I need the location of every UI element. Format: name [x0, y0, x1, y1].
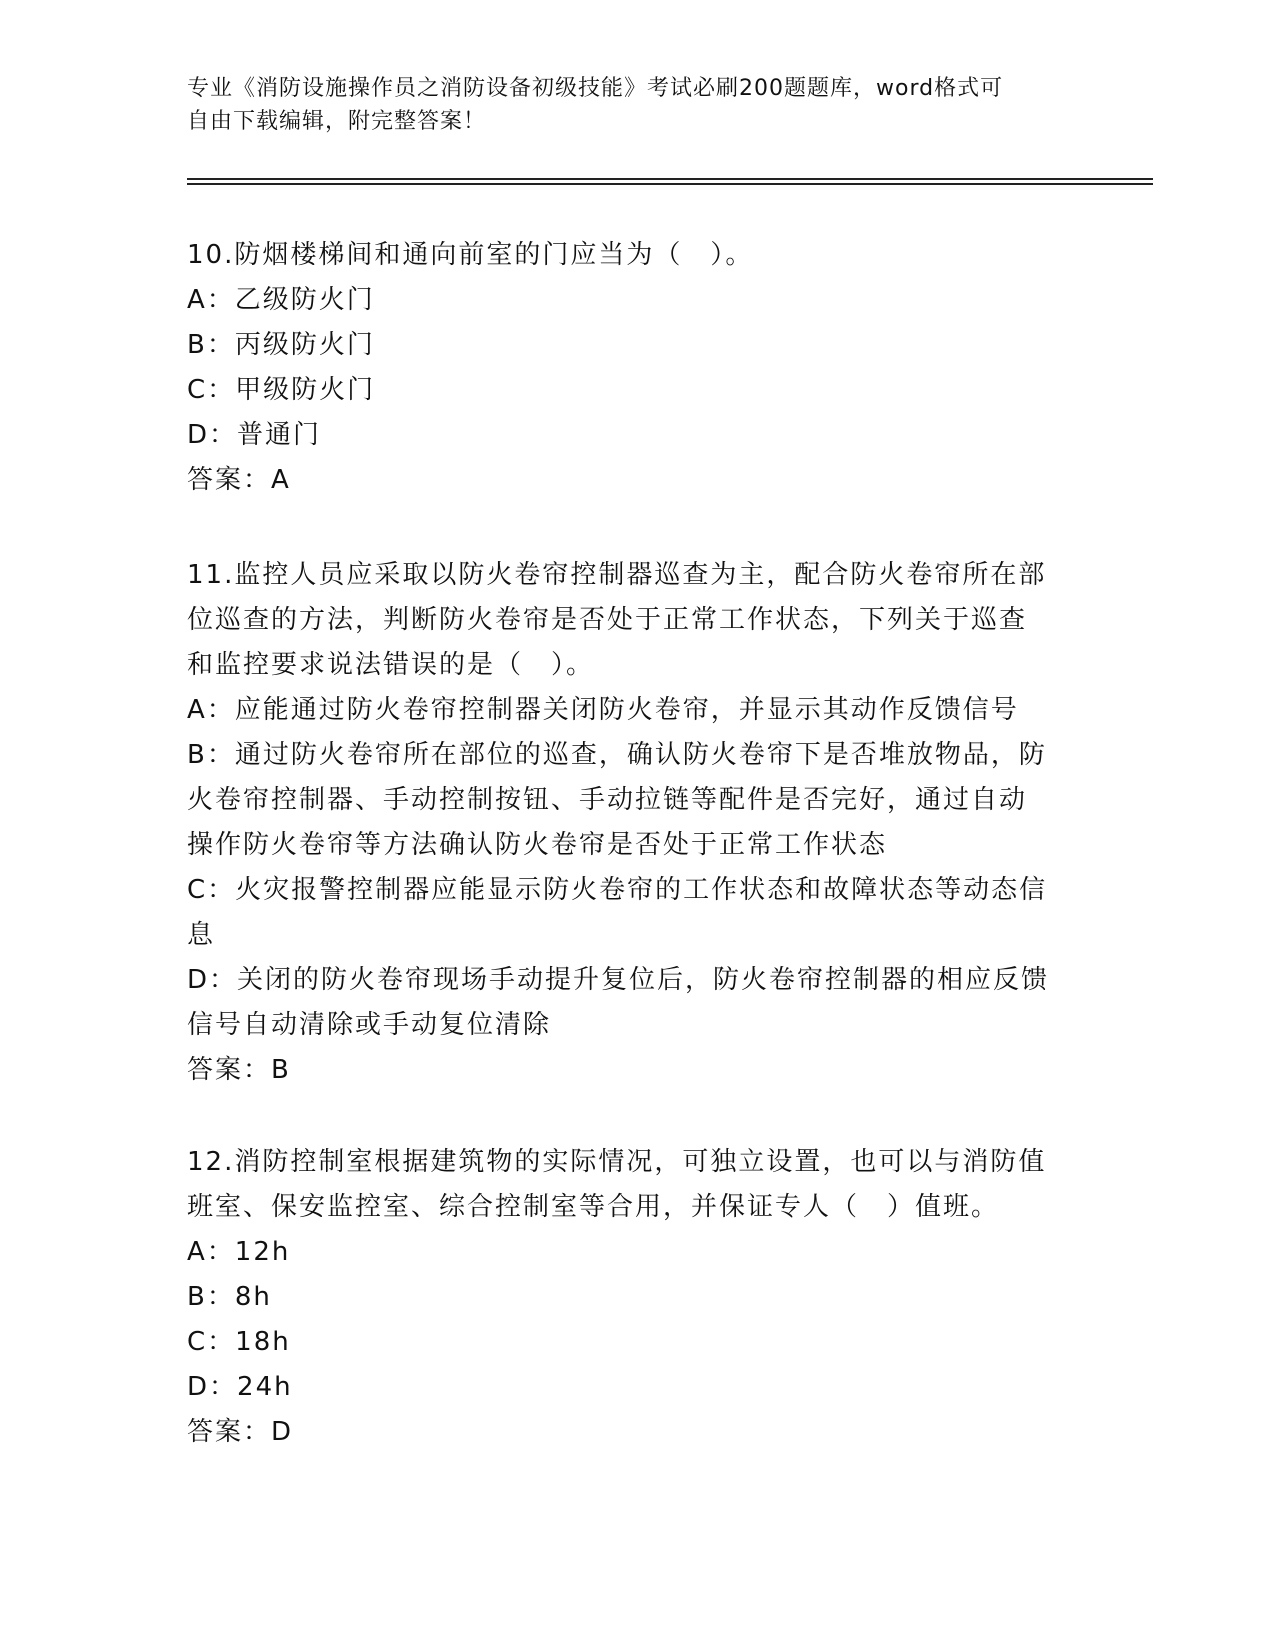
option-b-line-3: 操作防火卷帘等方法确认防火卷帘是否处于正常工作状态 [187, 830, 888, 860]
option-d-line-2: 信号自动清除或手动复位清除 [187, 1010, 552, 1040]
question-stem-line-2: 班室、保安监控室、综合控制室等合用，并保证专人（ ）值班。 [187, 1192, 1000, 1222]
option-d: D：24h [187, 1372, 293, 1402]
question-12 [187, 1140, 1087, 1455]
option-d: D：普通门 [187, 420, 322, 450]
header-divider-bottom [187, 183, 1153, 185]
header-line-2: 自由下载编辑，附完整答案！ [187, 109, 487, 134]
question-stem-line-3: 和监控要求说法错误的是（ ）。 [187, 650, 595, 680]
option-c-line-1: C：火灾报警控制器应能显示防火卷帘的工作状态和故障状态等动态信 [187, 875, 1048, 905]
option-d-line-1: D：关闭的防火卷帘现场手动提升复位后，防火卷帘控制器的相应反馈 [187, 965, 1050, 995]
header-divider-top [187, 178, 1153, 180]
option-a: A：12h [187, 1237, 291, 1267]
option-c: C：18h [187, 1327, 291, 1357]
answer: 答案：A [187, 465, 291, 495]
option-a: A：乙级防火门 [187, 285, 375, 315]
option-c: C：甲级防火门 [187, 375, 376, 405]
answer: 答案：B [187, 1055, 291, 1085]
option-c-line-2: 息 [187, 920, 216, 950]
option-b-line-1: B：通过防火卷帘所在部位的巡查，确认防火卷帘下是否堆放物品，防 [187, 740, 1047, 770]
option-b-line-2: 火卷帘控制器、手动控制按钮、手动拉链等配件是否完好，通过自动 [187, 785, 1028, 815]
question-stem: 10.防烟楼梯间和通向前室的门应当为（ ）。 [187, 240, 754, 270]
question-stem-line-1: 11.监控人员应采取以防火卷帘控制器巡查为主，配合防火卷帘所在部 [187, 560, 1047, 590]
question-10 [187, 233, 1087, 503]
option-b: B：丙级防火门 [187, 330, 375, 360]
document-header [187, 72, 1067, 138]
header-line-1: 专业《消防设施操作员之消防设备初级技能》考试必刷200题题库，word格式可 [187, 76, 1004, 101]
question-stem-line-2: 位巡查的方法，判断防火卷帘是否处于正常工作状态，下列关于巡查 [187, 605, 1028, 635]
option-a: A：应能通过防火卷帘控制器关闭防火卷帘，并显示其动作反馈信号 [187, 695, 1019, 725]
question-stem-line-1: 12.消防控制室根据建筑物的实际情况，可独立设置，也可以与消防值 [187, 1147, 1047, 1177]
answer: 答案：D [187, 1417, 294, 1447]
option-b: B：8h [187, 1282, 272, 1312]
question-11 [187, 553, 1087, 1093]
